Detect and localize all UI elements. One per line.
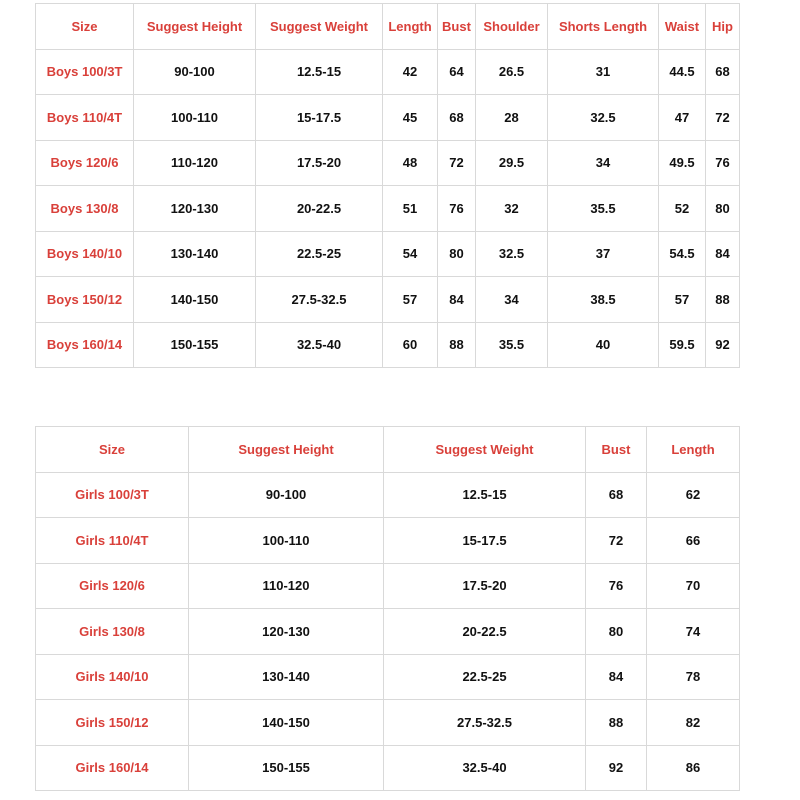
girls-value-cell: 130-140 xyxy=(189,654,384,700)
girls-header-suggest-height: Suggest Height xyxy=(189,427,384,473)
girls-value-cell: 70 xyxy=(647,563,740,609)
boys-value-cell: 29.5 xyxy=(476,140,548,186)
boys-table-row xyxy=(36,277,740,323)
boys-value-cell: 80 xyxy=(706,186,740,232)
boys-value-cell: 68 xyxy=(438,95,476,141)
boys-value-cell: 52 xyxy=(659,186,706,232)
boys-value-cell: 32 xyxy=(476,186,548,232)
boys-value-cell: 120-130 xyxy=(134,186,256,232)
girls-size-cell: Girls 110/4T xyxy=(36,518,189,564)
girls-value-cell: 74 xyxy=(647,609,740,655)
girls-value-cell: 90-100 xyxy=(189,472,384,518)
boys-header-bust: Bust xyxy=(438,4,476,50)
boys-value-cell: 84 xyxy=(438,277,476,323)
girls-value-cell: 84 xyxy=(586,654,647,700)
girls-table-row xyxy=(36,472,740,518)
boys-header-row xyxy=(36,4,740,50)
girls-size-cell: Girls 100/3T xyxy=(36,472,189,518)
girls-value-cell: 68 xyxy=(586,472,647,518)
girls-size-cell: Girls 160/14 xyxy=(36,745,189,791)
boys-value-cell: 31 xyxy=(548,49,659,95)
boys-value-cell: 54.5 xyxy=(659,231,706,277)
boys-value-cell: 47 xyxy=(659,95,706,141)
boys-value-cell: 64 xyxy=(438,49,476,95)
boys-value-cell: 92 xyxy=(706,322,740,368)
boys-size-cell: Boys 110/4T xyxy=(36,95,134,141)
girls-header-row xyxy=(36,427,740,473)
boys-value-cell: 32.5-40 xyxy=(256,322,383,368)
girls-header-suggest-weight: Suggest Weight xyxy=(384,427,586,473)
boys-header-hip: Hip xyxy=(706,4,740,50)
girls-table-row xyxy=(36,700,740,746)
boys-value-cell: 57 xyxy=(659,277,706,323)
boys-value-cell: 28 xyxy=(476,95,548,141)
boys-value-cell: 76 xyxy=(438,186,476,232)
girls-value-cell: 66 xyxy=(647,518,740,564)
boys-value-cell: 90-100 xyxy=(134,49,256,95)
girls-value-cell: 82 xyxy=(647,700,740,746)
girls-value-cell: 110-120 xyxy=(189,563,384,609)
boys-value-cell: 150-155 xyxy=(134,322,256,368)
boys-value-cell: 48 xyxy=(383,140,438,186)
boys-header-shorts-length: Shorts Length xyxy=(548,4,659,50)
boys-value-cell: 72 xyxy=(706,95,740,141)
girls-size-cell: Girls 140/10 xyxy=(36,654,189,700)
girls-value-cell: 150-155 xyxy=(189,745,384,791)
girls-value-cell: 100-110 xyxy=(189,518,384,564)
girls-value-cell: 140-150 xyxy=(189,700,384,746)
boys-value-cell: 17.5-20 xyxy=(256,140,383,186)
boys-value-cell: 20-22.5 xyxy=(256,186,383,232)
boys-header-length: Length xyxy=(383,4,438,50)
boys-value-cell: 68 xyxy=(706,49,740,95)
boys-header-waist: Waist xyxy=(659,4,706,50)
boys-value-cell: 27.5-32.5 xyxy=(256,277,383,323)
girls-value-cell: 86 xyxy=(647,745,740,791)
boys-value-cell: 76 xyxy=(706,140,740,186)
boys-value-cell: 60 xyxy=(383,322,438,368)
boys-table-row xyxy=(36,95,740,141)
boys-value-cell: 100-110 xyxy=(134,95,256,141)
boys-header-shoulder: Shoulder xyxy=(476,4,548,50)
girls-size-table xyxy=(35,426,740,791)
boys-value-cell: 44.5 xyxy=(659,49,706,95)
girls-header-size: Size xyxy=(36,427,189,473)
boys-value-cell: 26.5 xyxy=(476,49,548,95)
girls-value-cell: 22.5-25 xyxy=(384,654,586,700)
boys-value-cell: 32.5 xyxy=(548,95,659,141)
boys-value-cell: 34 xyxy=(476,277,548,323)
boys-value-cell: 88 xyxy=(706,277,740,323)
boys-value-cell: 12.5-15 xyxy=(256,49,383,95)
boys-table-row xyxy=(36,186,740,232)
boys-size-cell: Boys 100/3T xyxy=(36,49,134,95)
boys-size-cell: Boys 130/8 xyxy=(36,186,134,232)
girls-value-cell: 17.5-20 xyxy=(384,563,586,609)
girls-size-cell: Girls 120/6 xyxy=(36,563,189,609)
boys-header-suggest-height: Suggest Height xyxy=(134,4,256,50)
girls-table-row xyxy=(36,563,740,609)
boys-size-table xyxy=(35,3,740,368)
girls-value-cell: 92 xyxy=(586,745,647,791)
girls-value-cell: 76 xyxy=(586,563,647,609)
girls-value-cell: 32.5-40 xyxy=(384,745,586,791)
boys-value-cell: 54 xyxy=(383,231,438,277)
girls-table-row xyxy=(36,518,740,564)
boys-value-cell: 51 xyxy=(383,186,438,232)
boys-value-cell: 35.5 xyxy=(476,322,548,368)
boys-value-cell: 140-150 xyxy=(134,277,256,323)
boys-value-cell: 49.5 xyxy=(659,140,706,186)
boys-value-cell: 32.5 xyxy=(476,231,548,277)
boys-value-cell: 35.5 xyxy=(548,186,659,232)
boys-table-row xyxy=(36,322,740,368)
boys-value-cell: 88 xyxy=(438,322,476,368)
girls-table-row xyxy=(36,609,740,655)
boys-value-cell: 45 xyxy=(383,95,438,141)
girls-value-cell: 62 xyxy=(647,472,740,518)
girls-value-cell: 72 xyxy=(586,518,647,564)
boys-value-cell: 34 xyxy=(548,140,659,186)
boys-size-cell: Boys 120/6 xyxy=(36,140,134,186)
girls-value-cell: 27.5-32.5 xyxy=(384,700,586,746)
girls-value-cell: 80 xyxy=(586,609,647,655)
girls-table-row xyxy=(36,745,740,791)
girls-value-cell: 88 xyxy=(586,700,647,746)
boys-value-cell: 37 xyxy=(548,231,659,277)
boys-value-cell: 110-120 xyxy=(134,140,256,186)
girls-table-row xyxy=(36,654,740,700)
boys-value-cell: 42 xyxy=(383,49,438,95)
girls-value-cell: 20-22.5 xyxy=(384,609,586,655)
girls-header-bust: Bust xyxy=(586,427,647,473)
girls-value-cell: 120-130 xyxy=(189,609,384,655)
girls-value-cell: 15-17.5 xyxy=(384,518,586,564)
boys-value-cell: 59.5 xyxy=(659,322,706,368)
girls-value-cell: 78 xyxy=(647,654,740,700)
boys-value-cell: 130-140 xyxy=(134,231,256,277)
boys-value-cell: 72 xyxy=(438,140,476,186)
boys-value-cell: 80 xyxy=(438,231,476,277)
boys-size-cell: Boys 160/14 xyxy=(36,322,134,368)
boys-size-cell: Boys 150/12 xyxy=(36,277,134,323)
girls-size-cell: Girls 150/12 xyxy=(36,700,189,746)
girls-header-length: Length xyxy=(647,427,740,473)
boys-header-size: Size xyxy=(36,4,134,50)
boys-table-row xyxy=(36,231,740,277)
boys-value-cell: 57 xyxy=(383,277,438,323)
boys-value-cell: 38.5 xyxy=(548,277,659,323)
boys-table-row xyxy=(36,140,740,186)
girls-value-cell: 12.5-15 xyxy=(384,472,586,518)
boys-value-cell: 22.5-25 xyxy=(256,231,383,277)
boys-table-row xyxy=(36,49,740,95)
boys-size-cell: Boys 140/10 xyxy=(36,231,134,277)
girls-size-cell: Girls 130/8 xyxy=(36,609,189,655)
boys-value-cell: 84 xyxy=(706,231,740,277)
boys-header-suggest-weight: Suggest Weight xyxy=(256,4,383,50)
boys-value-cell: 15-17.5 xyxy=(256,95,383,141)
boys-value-cell: 40 xyxy=(548,322,659,368)
